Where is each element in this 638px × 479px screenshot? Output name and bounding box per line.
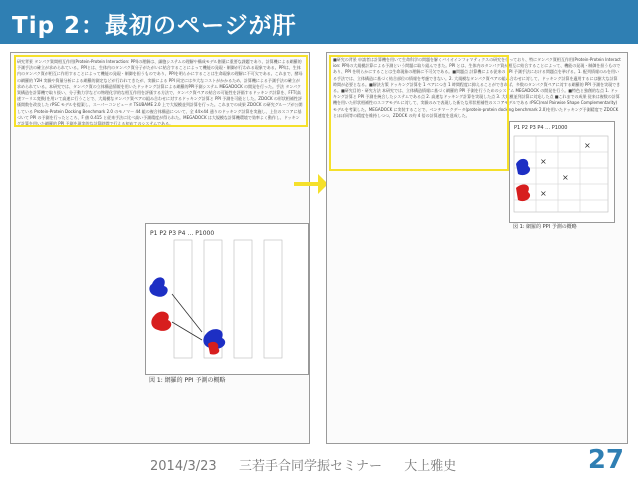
footer-date: 2014/3/23 [150, 459, 217, 474]
footer-event: 三若手合同学振セミナー [238, 459, 382, 474]
left-figure-caption: 図 1: 網羅的 PPI 予測の概略 [149, 377, 226, 384]
svg-text:×: × [562, 173, 569, 182]
slide-title: Tip 2：最初のページが肝 [12, 13, 297, 39]
right-document-text: ■研究の背景 申請者は計算機を用いて生命科学の問題を解くバイオインフォマティクスの研究を行っており、特にタンパク質相互作用(Protein-Protein Interaction: PPI)の大規模計算による予測という問題に取り組んできた。PPI とは、生体内のタンパク質が相互に結合することによって、機能の発現・制御を担うものであり、PPI を明らかにすることは生命現象の理解に不可欠である。■問題点 計算機による従来の PPI 予測手法における問題点を挙げる。1. 配列情報のみを用いる手法では、立体構造に基づく結合部位の情報を考慮できない。2. 大規模なタンパク質ペアの組み合わせに対して、ドッキング計算を適用するには膨大な計算時間が必要となる。■解決方策 ドッキング計算を 1 ペアにつき 1 時間程度に抑えることができれば、多数のタンパク質ペアに対する網羅的 PPI 予測を実現できる。■研究目的・研究方法 本研究では、立体構造情報に基づく網羅的 PPI 予測を行うためのシステム MEGADOCK の開発を行う。■特色と独創的な点 1. ドッキング計算と PPI 予測を統合したシステムである点 2. 高速なドッキング計算を実現した点 3. 大規模並列計算に対応した点 ■これまでの成果 従来は複数の計算機を用いた形状相補性のスコアモデルに対して、実験のみで表現した新たな形状相補性のスコアモデルである rPSC(real Pairwise Shape Complementarity)モデルを考案した。MEGADOCK に実装することで、ベンチマークデータ(protein-protein docking benchmark 2.0)を用いたドッキング予測精度で ZDOCK とほぼ同等の精度を維持しつつ、ZDOCK の約 4 倍の計算速度を達成した。 [333, 57, 621, 118]
right-figure-graphic [510, 122, 612, 220]
footer-presenter: 大上雅史 [404, 459, 457, 474]
title-bar [0, 0, 638, 44]
slide-body [0, 44, 638, 444]
right-figure-header: P1 P2 P3 P4 … P1000 [514, 125, 568, 131]
left-figure-header: P1 P2 P3 P4 … P1000 [150, 230, 215, 237]
highlight-arrow-icon [292, 164, 328, 204]
left-figure-graphic [146, 224, 306, 372]
protein-blue-icon [149, 277, 167, 296]
svg-text:×: × [584, 141, 591, 150]
highlight-box [14, 55, 308, 127]
svg-text:×: × [540, 157, 547, 166]
left-figure [145, 223, 309, 375]
document-thumbnail-left [10, 52, 310, 444]
left-document-text: 研究背景 タンパク質間相互作用(Protein-Protein Interaction: PPI)の理解は、細胞システムの理解や構成モデル創薬に重要な課題であり、計算機による網羅的予測手法の確立が求められている。PPIとは、生体内のタンパク質分子がたがいに結合することによって機能の発現・制御が行われる現象である。PPIは、生体内のタンパク質が相互に作用することによって機能の発現・制御を担うものであり、PPIを明らかにすることは生命現象の理解に不可欠である。これまで、酵母の網羅的 Y2H 実験や質量分析による網羅的測定などが行われてきたが、実験による PPI 同定には多大なコストがかかるため、計算機による予測手法の確立が求められている。本研究では、タンパク質の立体構造情報を用いたドッキング計算による網羅的PPI予測システム MEGADOCK の開発を行った。手法 タンパク質構造を計算機で取り扱い、分子動力学などの物理化学的な相互作用を評価する方法で、タンパク質ペアの結合の可能性を評価するドッキング計算を、FFT(高速フーリエ変換)を用いて高速に行うことで、大規模なタンパク質ペアの組み合わせに対するドッキング計算と PPI 予測を可能とした。ZDOCK の形状相補性評価関数を改良した rPSC モデルを提案し、スーパーコンピュータ TSUBAME 2.0 上で大規模並列計算を行った。これまでの成果 ZDOCK の研究グループが公開している Protein-Protein Docking Benchmark 2.0 のモノマー 44 組の複合体構造について、全 44×44 通りのドッキング計算を実施し、上位のスコアに基づいて PPI の予測を行ったところ、F 値 0.415 と従来手法に比べ高い予測精度が得られた。MEGADOCK は大規模な計算機環境で効率よく動作し、ドッキング計算を用いた網羅的 PPI 予測を現実的な計算時間で行える初めてのシステムである。 [17, 59, 303, 127]
document-thumbnail-right [326, 52, 628, 444]
svg-text:×: × [540, 189, 547, 198]
highlight-box [329, 55, 509, 171]
right-figure-caption: 図 1: 網羅的 PPI 予測の概略 [513, 224, 577, 230]
protein-red-icon [151, 312, 171, 331]
slide-footer [0, 445, 638, 479]
footer-text [150, 455, 456, 474]
right-figure [509, 121, 615, 223]
page-number: 27 [587, 445, 624, 475]
